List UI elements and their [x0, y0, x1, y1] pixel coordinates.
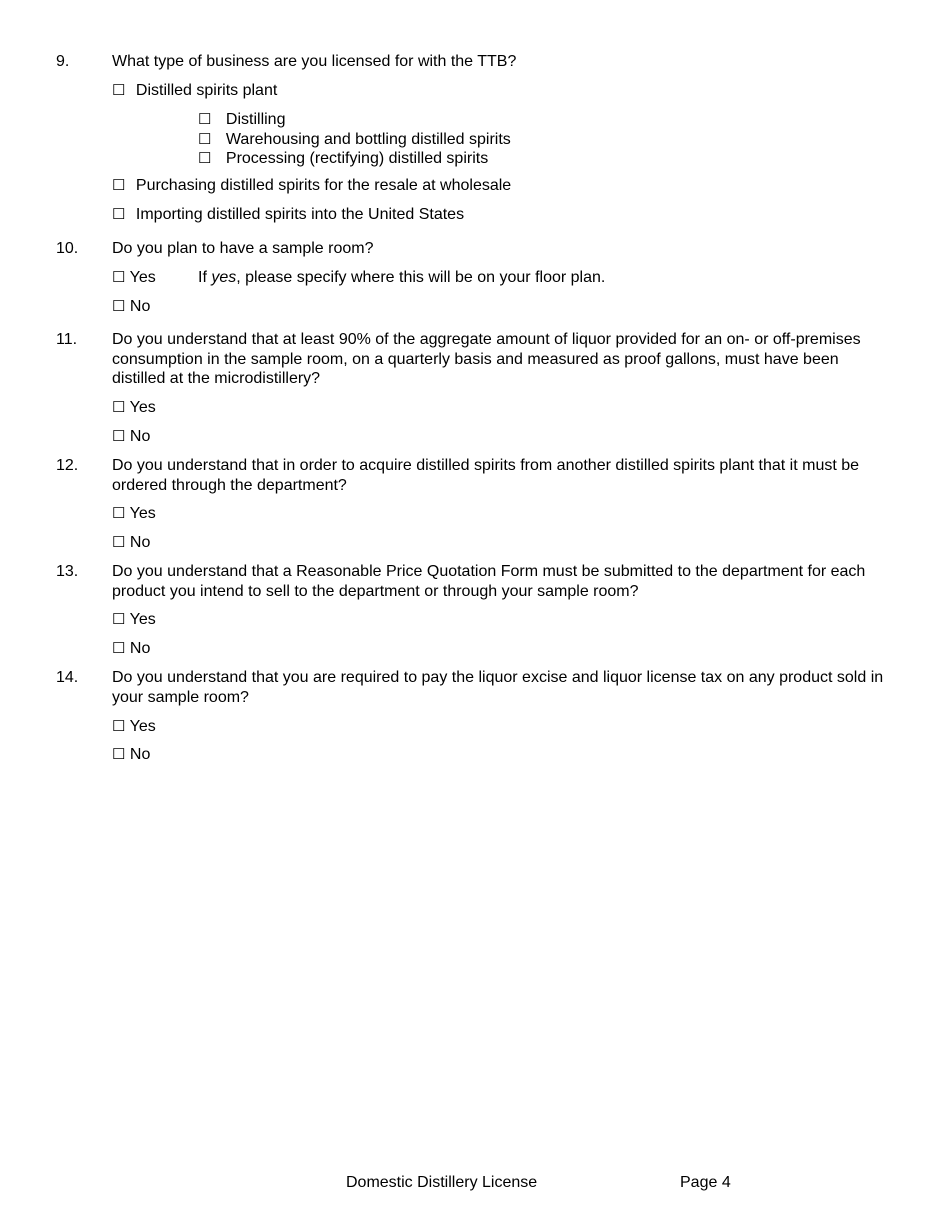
option-label: Yes: [129, 505, 156, 522]
q13-number: 13.: [56, 563, 79, 580]
option-label: Warehousing and bottling distilled spirits: [225, 131, 511, 148]
q9-suboption-processing[interactable]: [198, 149, 488, 168]
option-label: Processing (rectifying) distilled spirits: [225, 150, 489, 167]
q14-number: 14.: [56, 669, 79, 686]
option-label: Yes: [129, 611, 156, 628]
q12-option-no[interactable]: [112, 533, 150, 552]
q11-number: 11.: [56, 331, 78, 348]
q12-option-yes[interactable]: [112, 504, 156, 523]
footer-document-title: Domestic Distillery License: [346, 1174, 538, 1191]
q9-number: 9.: [56, 53, 70, 70]
q13-option-yes[interactable]: [112, 610, 156, 629]
checkbox-icon[interactable]: ☐: [112, 611, 126, 628]
option-label: No: [129, 746, 151, 763]
q10-option-no[interactable]: [112, 297, 150, 316]
option-label: No: [129, 298, 151, 315]
q14-option-no[interactable]: [112, 745, 150, 764]
checkbox-icon[interactable]: ☐: [112, 640, 126, 657]
q9-suboption-warehousing[interactable]: [198, 130, 511, 149]
checkbox-icon[interactable]: ☐: [198, 131, 212, 148]
option-label: Yes: [129, 269, 156, 286]
q11-option-yes[interactable]: [112, 398, 156, 417]
checkbox-icon[interactable]: ☐: [112, 428, 126, 445]
q13-option-no[interactable]: [112, 639, 150, 658]
checkbox-icon[interactable]: ☐: [112, 269, 126, 286]
q9-option-purchasing[interactable]: [112, 176, 511, 195]
option-label: Yes: [129, 399, 156, 416]
checkbox-icon[interactable]: ☐: [112, 746, 126, 763]
option-label: Importing distilled spirits into the United States: [135, 206, 465, 223]
checkbox-icon[interactable]: ☐: [198, 150, 212, 167]
checkbox-icon[interactable]: ☐: [112, 206, 126, 223]
option-label: No: [129, 428, 151, 445]
checkbox-icon[interactable]: ☐: [112, 534, 126, 551]
option-label: Distilled spirits plant: [135, 82, 278, 99]
q10-option-yes[interactable]: [112, 268, 156, 287]
q10-question: Do you plan to have a sample room?: [112, 240, 374, 257]
q11-option-no[interactable]: [112, 427, 150, 446]
checkbox-icon[interactable]: ☐: [112, 298, 126, 315]
q10-number: 10.: [56, 240, 79, 257]
checkbox-icon[interactable]: ☐: [112, 505, 126, 522]
checkbox-icon[interactable]: ☐: [198, 111, 212, 128]
q14-option-yes[interactable]: [112, 717, 156, 736]
q9-suboption-distilling[interactable]: [198, 110, 285, 129]
option-label: Yes: [129, 718, 156, 735]
option-label: Purchasing distilled spirits for the resale at wholesale: [135, 177, 512, 194]
option-label: Distilling: [225, 111, 286, 128]
checkbox-icon[interactable]: ☐: [112, 718, 126, 735]
checkbox-icon[interactable]: ☐: [112, 399, 126, 416]
q10-yes-note: If yes, please specify where this will be on your floor plan.: [198, 269, 606, 286]
option-label: No: [129, 640, 151, 657]
q9-question: What type of business are you licensed for with the TTB?: [112, 53, 517, 70]
option-label: No: [129, 534, 151, 551]
q12-question: Do you understand that in order to acquire distilled spirits from another distilled spirits plant that it must be ordered through the department?: [112, 457, 860, 494]
footer-page-number: Page 4: [680, 1174, 731, 1191]
q11-question: Do you understand that at least 90% of the aggregate amount of liquor provided for an on- or off-premises consumption in the sample room, on a quarterly basis and measured as proof gallons, must have been distilled at the microdistillery?: [112, 331, 861, 387]
checkbox-icon[interactable]: ☐: [112, 177, 126, 194]
q14-question: Do you understand that you are required to pay the liquor excise and liquor license tax on any product sold in your sample room?: [112, 669, 884, 706]
checkbox-icon[interactable]: ☐: [112, 82, 126, 99]
q9-option-importing[interactable]: [112, 205, 464, 224]
q13-question: Do you understand that a Reasonable Price Quotation Form must be submitted to the department for each product you intend to sell to the department or through your sample room?: [112, 563, 866, 600]
q9-option-distilled-spirits-plant[interactable]: [112, 81, 277, 100]
q12-number: 12.: [56, 457, 79, 474]
